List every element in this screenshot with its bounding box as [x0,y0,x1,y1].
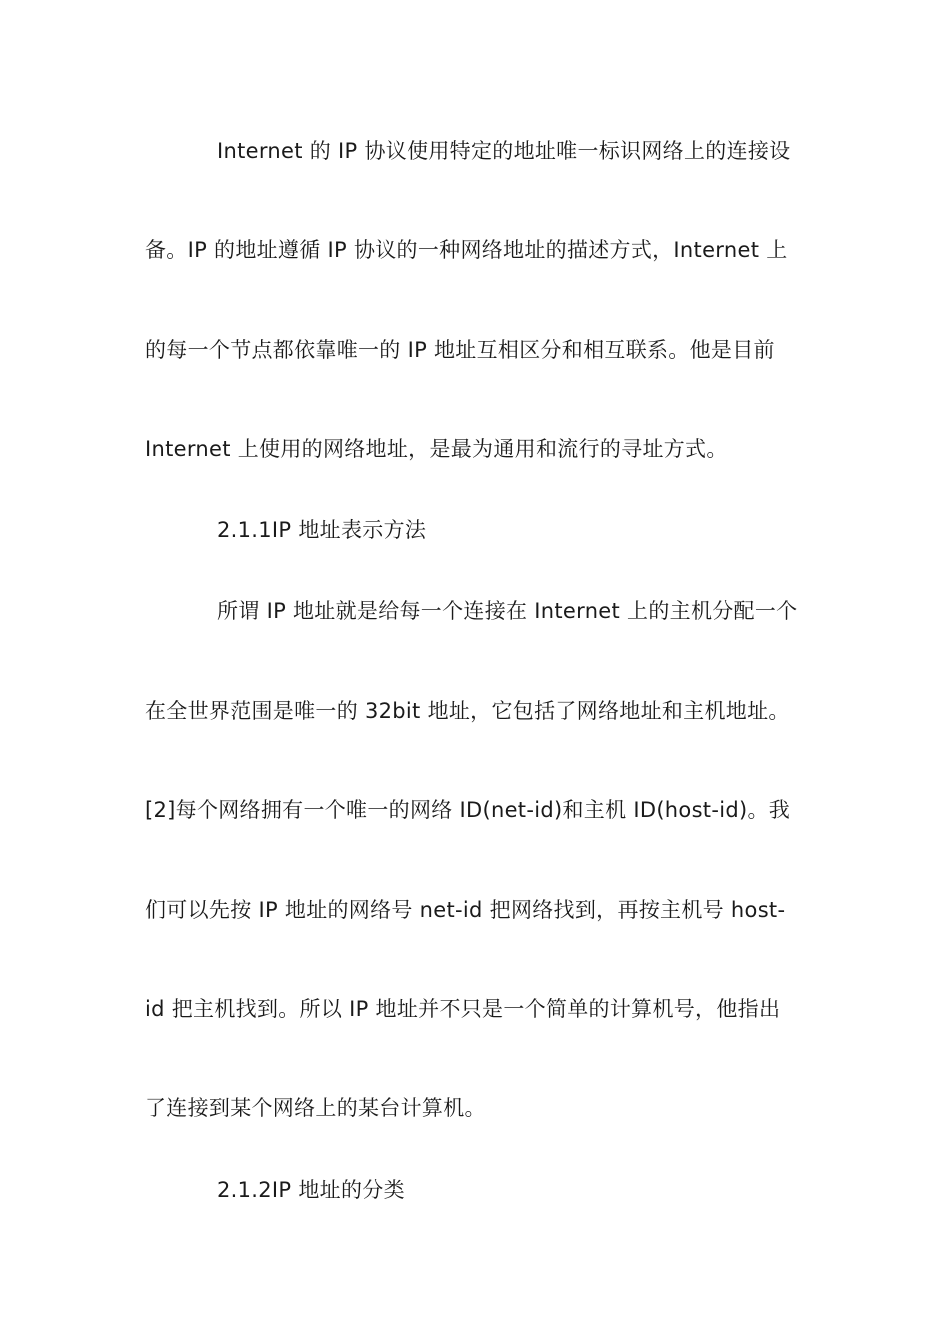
paragraph-2-line-2: 在全世界范围是唯一的 32bit 地址，它包括了网络地址和主机地址。 [145,699,790,723]
paragraph-2-line-4: 们可以先按 IP 地址的网络号 net-id 把网络找到，再按主机号 host- [145,898,786,922]
paragraph-2-line-1: 所谓 IP 地址就是给每一个连接在 Internet 上的主机分配一个 [217,599,798,623]
paragraph-1-line-1: Internet 的 IP 协议使用特定的地址唯一标识网络上的连接设 [217,139,791,163]
paragraph-1-line-4: Internet 上使用的网络地址，是最为通用和流行的寻址方式。 [145,437,728,461]
section-heading-2-1-2: 2.1.2IP 地址的分类 [217,1178,405,1202]
paragraph-2-line-3: [2]每个网络拥有一个唯一的网络 ID(net-id)和主机 ID(host-id)。我 [145,798,791,822]
paragraph-1-line-3: 的每一个节点都依靠唯一的 IP 地址互相区分和相互联系。他是目前 [145,338,775,362]
paragraph-1-line-2: 备。IP 的地址遵循 IP 协议的一种网络地址的描述方式，Internet 上 [145,238,788,262]
paragraph-2-line-5: id 把主机找到。所以 IP 地址并不只是一个简单的计算机号，他指出 [145,997,781,1021]
paragraph-2-line-6: 了连接到某个网络上的某台计算机。 [145,1096,486,1120]
section-heading-2-1-1: 2.1.1IP 地址表示方法 [217,518,427,542]
